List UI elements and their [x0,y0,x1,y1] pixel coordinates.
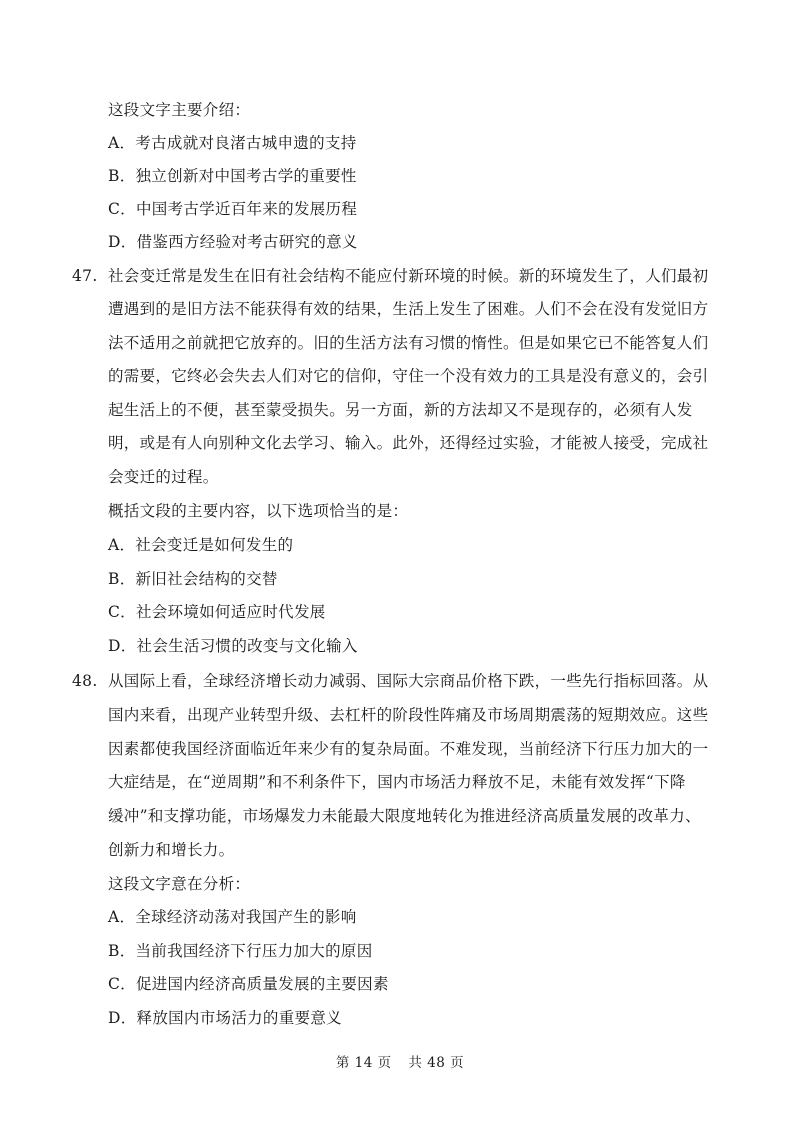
q46-option-b: B．独立创新对中国考古学的重要性 [108,167,357,185]
q47-text-line: 法不适用之前就把它放弃的。旧的生活方法有习惯的惰性。但是如果它已不能答复人们 [108,334,709,352]
q46-option-c: C．中国考古学近百年来的发展历程 [108,200,358,218]
q48-prompt: 这段文字意在分析： [108,875,251,893]
q48-option-a: A．全球经济动荡对我国产生的影响 [108,908,357,926]
q48-text-line: 因素都使我国经济面临近年来少有的复杂局面。不难发现，当前经济下行压力加大的一 [108,740,709,758]
q47-text-line: 起生活上的不便，甚至蒙受损失。另一方面，新的方法却又不是现存的，必须有人发 [108,401,693,419]
q46-option-a: A．考古成就对良渚古城申遗的支持 [108,134,357,152]
q47-option-c: C．社会环境如何适应时代发展 [108,603,326,621]
q47-option-a: A．社会变迁是如何发生的 [108,536,294,554]
q47-text-line: 会变迁的过程。 [108,468,219,486]
q47-text-line: 明，或是有人向别种文化去学习、输入。此外，还得经过实验，才能被人接受，完成社 [108,434,709,452]
q47-text-line: 遭遇到的是旧方法不能获得有效的结果，生活上发生了困难。人们不会在没有发觉旧方 [108,300,709,318]
q48-text-line: 国内来看，出现产业转型升级、去杠杆的阶段性阵痛及市场周期震荡的短期效应。这些 [108,706,709,724]
q48-text-line: 大症结是，在“逆周期”和不利条件下，国内市场活力释放不足，未能有效发挥“下降 [108,773,686,791]
q48-option-c: C．促进国内经济高质量发展的主要因素 [108,975,389,993]
page-footer [0,1054,800,1072]
q46-prompt: 这段文字主要介绍： [108,101,251,119]
q48-option-b: B．当前我国经济下行压力加大的原因 [108,942,373,960]
q46-option-d: D．借鉴西方经验对考古研究的意义 [108,233,358,251]
q48-number: 48. [72,672,98,690]
page-number: 第 14 页 [335,1055,392,1071]
q48-text-line: 从国际上看，全球经济增长动力减弱、国际大宗商品价格下跌，一些先行指标回落。从 [108,672,709,690]
q47-prompt: 概括文段的主要内容，以下选项恰当的是： [108,502,409,520]
q47-option-d: D．社会生活习惯的改变与文化输入 [108,637,358,655]
q47-text-line: 社会变迁常是发生在旧有社会结构不能应付新环境的时候。新的环境发生了，人们最初 [108,267,709,285]
q47-option-b: B．新旧社会结构的交替 [108,570,278,588]
q48-text-line: 缓冲”和支撑功能，市场爆发力未能最大限度地转化为推进经济高质量发展的改革力、 [108,807,701,825]
q48-text-line: 创新力和增长力。 [108,841,235,859]
q47-number: 47. [72,267,98,285]
q48-option-d: D．释放国内市场活力的重要意义 [108,1009,342,1027]
page-total: 共 48 页 [408,1055,465,1071]
q47-text-line: 的需要，它终必会失去人们对它的信仰，守住一个没有效力的工具是没有意义的，会引 [108,367,709,385]
